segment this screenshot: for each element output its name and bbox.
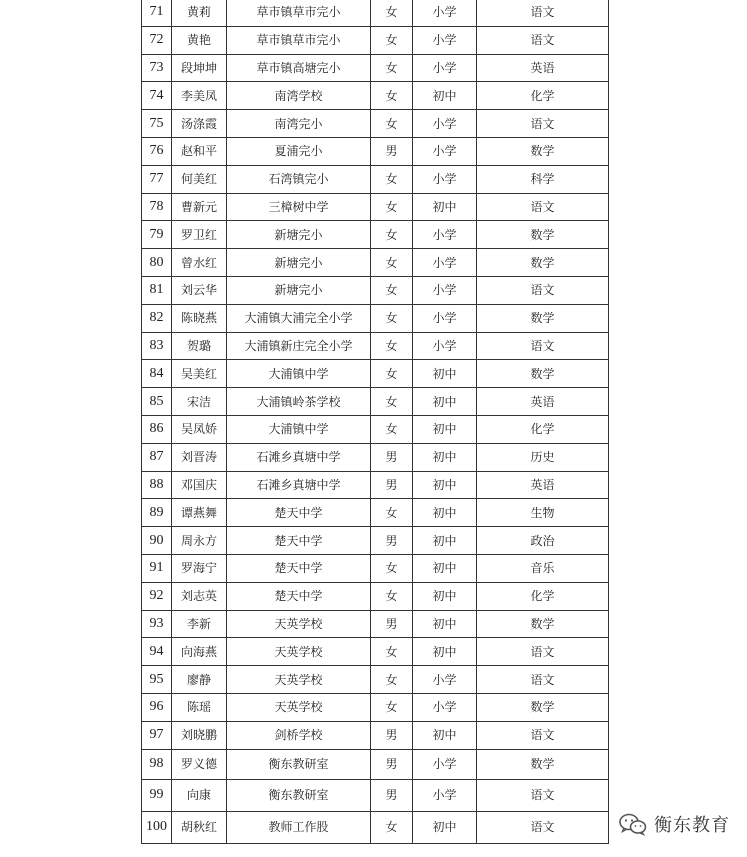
subject-cell: 语文 [477, 110, 609, 138]
school-cell: 大浦镇岭茶学校 [227, 388, 371, 416]
school-cell: 天英学校 [227, 693, 371, 721]
school-level-cell: 小学 [413, 137, 477, 165]
gender-cell: 男 [371, 527, 413, 555]
school-level-cell: 小学 [413, 221, 477, 249]
gender-cell: 女 [371, 0, 413, 26]
school-cell: 草市镇高塘完小 [227, 54, 371, 82]
subject-cell: 数学 [477, 610, 609, 638]
table-row [142, 638, 609, 666]
row-number-cell: 83 [142, 332, 172, 360]
school-cell: 草市镇草市完小 [227, 0, 371, 26]
teacher-name-cell: 刘晓鹏 [172, 721, 227, 749]
row-number-cell: 88 [142, 471, 172, 499]
school-level-cell: 初中 [413, 82, 477, 110]
school-cell: 天英学校 [227, 666, 371, 694]
row-number-cell: 75 [142, 110, 172, 138]
teacher-name-cell: 汤涤霞 [172, 110, 227, 138]
row-number-cell: 97 [142, 721, 172, 749]
gender-cell: 女 [371, 276, 413, 304]
teacher-name-cell: 向康 [172, 779, 227, 811]
row-number-cell: 76 [142, 137, 172, 165]
gender-cell: 男 [371, 137, 413, 165]
teacher-name-cell: 曾水红 [172, 249, 227, 277]
subject-cell: 数学 [477, 304, 609, 332]
row-number-cell: 87 [142, 443, 172, 471]
subject-cell: 语文 [477, 721, 609, 749]
school-level-cell: 初中 [413, 471, 477, 499]
teacher-name-cell: 赵和平 [172, 137, 227, 165]
school-cell: 石湾镇完小 [227, 165, 371, 193]
table-row [142, 554, 609, 582]
subject-cell: 语文 [477, 26, 609, 54]
gender-cell: 女 [371, 332, 413, 360]
school-level-cell: 小学 [413, 165, 477, 193]
row-number-cell: 81 [142, 276, 172, 304]
row-number-cell: 78 [142, 193, 172, 221]
school-cell: 石滩乡真塘中学 [227, 471, 371, 499]
school-level-cell: 小学 [413, 276, 477, 304]
school-cell: 草市镇草市完小 [227, 26, 371, 54]
gender-cell: 女 [371, 221, 413, 249]
gender-cell: 女 [371, 249, 413, 277]
row-number-cell: 85 [142, 388, 172, 416]
school-level-cell: 小学 [413, 779, 477, 811]
subject-cell: 数学 [477, 221, 609, 249]
teacher-name-cell: 罗义德 [172, 749, 227, 779]
school-level-cell: 初中 [413, 554, 477, 582]
gender-cell: 女 [371, 82, 413, 110]
school-cell: 新塘完小 [227, 221, 371, 249]
school-cell: 大浦镇大浦完全小学 [227, 304, 371, 332]
school-cell: 天英学校 [227, 610, 371, 638]
row-number-cell: 93 [142, 610, 172, 638]
teacher-name-cell: 黄莉 [172, 0, 227, 26]
school-level-cell: 初中 [413, 499, 477, 527]
row-number-cell: 89 [142, 499, 172, 527]
school-cell: 衡东教研室 [227, 749, 371, 779]
school-cell: 大浦镇中学 [227, 415, 371, 443]
row-number-cell: 72 [142, 26, 172, 54]
subject-cell: 化学 [477, 582, 609, 610]
row-number-cell: 82 [142, 304, 172, 332]
school-level-cell: 小学 [413, 666, 477, 694]
table-row [142, 443, 609, 471]
row-number-cell: 94 [142, 638, 172, 666]
gender-cell: 女 [371, 666, 413, 694]
table-row [142, 193, 609, 221]
school-cell: 南湾学校 [227, 82, 371, 110]
teacher-name-cell: 吴美红 [172, 360, 227, 388]
table-row [142, 666, 609, 694]
school-cell: 剑桥学校 [227, 721, 371, 749]
subject-cell: 数学 [477, 693, 609, 721]
teacher-name-cell: 罗卫红 [172, 221, 227, 249]
table-row [142, 0, 609, 26]
row-number-cell: 86 [142, 415, 172, 443]
subject-cell: 数学 [477, 137, 609, 165]
gender-cell: 男 [371, 610, 413, 638]
gender-cell: 女 [371, 360, 413, 388]
teacher-name-cell: 吴凤娇 [172, 415, 227, 443]
table-row [142, 165, 609, 193]
table-row [142, 360, 609, 388]
school-level-cell: 小学 [413, 110, 477, 138]
subject-cell: 英语 [477, 471, 609, 499]
table-row [142, 693, 609, 721]
row-number-cell: 99 [142, 779, 172, 811]
row-number-cell: 79 [142, 221, 172, 249]
gender-cell: 男 [371, 471, 413, 499]
school-level-cell: 小学 [413, 332, 477, 360]
table-row [142, 388, 609, 416]
gender-cell: 女 [371, 638, 413, 666]
teacher-roster-table [141, 0, 609, 844]
subject-cell: 语文 [477, 0, 609, 26]
subject-cell: 化学 [477, 415, 609, 443]
subject-cell: 语文 [477, 666, 609, 694]
subject-cell: 化学 [477, 82, 609, 110]
school-level-cell: 初中 [413, 811, 477, 843]
table-row [142, 499, 609, 527]
teacher-name-cell: 宋洁 [172, 388, 227, 416]
subject-cell: 科学 [477, 165, 609, 193]
teacher-name-cell: 刘晋涛 [172, 443, 227, 471]
gender-cell: 女 [371, 388, 413, 416]
school-cell: 楚天中学 [227, 582, 371, 610]
gender-cell: 女 [371, 193, 413, 221]
row-number-cell: 92 [142, 582, 172, 610]
school-cell: 夏浦完小 [227, 137, 371, 165]
school-level-cell: 初中 [413, 638, 477, 666]
watermark [618, 810, 730, 838]
table-row [142, 82, 609, 110]
teacher-name-cell: 段坤坤 [172, 54, 227, 82]
row-number-cell: 77 [142, 165, 172, 193]
subject-cell: 语文 [477, 779, 609, 811]
teacher-name-cell: 邓国庆 [172, 471, 227, 499]
subject-cell: 音乐 [477, 554, 609, 582]
gender-cell: 女 [371, 415, 413, 443]
subject-cell: 英语 [477, 388, 609, 416]
school-level-cell: 小学 [413, 0, 477, 26]
subject-cell: 语文 [477, 638, 609, 666]
school-cell: 衡东教研室 [227, 779, 371, 811]
gender-cell: 女 [371, 26, 413, 54]
teacher-name-cell: 刘云华 [172, 276, 227, 304]
school-level-cell: 小学 [413, 693, 477, 721]
school-level-cell: 小学 [413, 54, 477, 82]
school-cell: 教师工作股 [227, 811, 371, 843]
subject-cell: 生物 [477, 499, 609, 527]
subject-cell: 语文 [477, 276, 609, 304]
teacher-name-cell: 贺璐 [172, 332, 227, 360]
wechat-logo-icon [618, 812, 648, 836]
school-cell: 天英学校 [227, 638, 371, 666]
teacher-name-cell: 谭燕舞 [172, 499, 227, 527]
table-row [142, 811, 609, 843]
school-cell: 楚天中学 [227, 554, 371, 582]
teacher-name-cell: 陈瑶 [172, 693, 227, 721]
row-number-cell: 80 [142, 249, 172, 277]
teacher-name-cell: 黄艳 [172, 26, 227, 54]
subject-cell: 数学 [477, 249, 609, 277]
teacher-name-cell: 陈晓燕 [172, 304, 227, 332]
school-level-cell: 初中 [413, 415, 477, 443]
teacher-name-cell: 李美凤 [172, 82, 227, 110]
school-level-cell: 初中 [413, 527, 477, 555]
school-level-cell: 初中 [413, 443, 477, 471]
school-cell: 新塘完小 [227, 276, 371, 304]
row-number-cell: 84 [142, 360, 172, 388]
school-level-cell: 初中 [413, 193, 477, 221]
gender-cell: 男 [371, 721, 413, 749]
gender-cell: 女 [371, 304, 413, 332]
gender-cell: 男 [371, 443, 413, 471]
teacher-name-cell: 刘志英 [172, 582, 227, 610]
school-level-cell: 初中 [413, 388, 477, 416]
teacher-name-cell: 胡秋红 [172, 811, 227, 843]
table-row [142, 221, 609, 249]
table-row [142, 721, 609, 749]
table-row [142, 249, 609, 277]
gender-cell: 女 [371, 582, 413, 610]
school-cell: 石滩乡真塘中学 [227, 443, 371, 471]
table-row [142, 749, 609, 779]
gender-cell: 女 [371, 110, 413, 138]
teacher-name-cell: 向海燕 [172, 638, 227, 666]
table-row [142, 54, 609, 82]
school-level-cell: 小学 [413, 749, 477, 779]
gender-cell: 女 [371, 811, 413, 843]
gender-cell: 女 [371, 554, 413, 582]
teacher-name-cell: 周永方 [172, 527, 227, 555]
subject-cell: 政治 [477, 527, 609, 555]
table-row [142, 779, 609, 811]
school-level-cell: 小学 [413, 249, 477, 277]
school-level-cell: 初中 [413, 360, 477, 388]
school-cell: 三樟树中学 [227, 193, 371, 221]
teacher-name-cell: 李新 [172, 610, 227, 638]
table-row [142, 137, 609, 165]
school-cell: 大浦镇新庄完全小学 [227, 332, 371, 360]
teacher-name-cell: 罗海宁 [172, 554, 227, 582]
subject-cell: 英语 [477, 54, 609, 82]
subject-cell: 语文 [477, 193, 609, 221]
table-row [142, 276, 609, 304]
table-row [142, 110, 609, 138]
row-number-cell: 90 [142, 527, 172, 555]
table-row [142, 26, 609, 54]
school-cell: 新塘完小 [227, 249, 371, 277]
row-number-cell: 98 [142, 749, 172, 779]
school-level-cell: 初中 [413, 610, 477, 638]
school-level-cell: 初中 [413, 721, 477, 749]
gender-cell: 女 [371, 499, 413, 527]
gender-cell: 男 [371, 779, 413, 811]
watermark-text: 衡东教育 [654, 815, 730, 836]
row-number-cell: 95 [142, 666, 172, 694]
subject-cell: 数学 [477, 360, 609, 388]
subject-cell: 语文 [477, 811, 609, 843]
teacher-name-cell: 曹新元 [172, 193, 227, 221]
row-number-cell: 74 [142, 82, 172, 110]
school-level-cell: 小学 [413, 26, 477, 54]
subject-cell: 历史 [477, 443, 609, 471]
gender-cell: 女 [371, 165, 413, 193]
table-row [142, 527, 609, 555]
teacher-name-cell: 何美红 [172, 165, 227, 193]
school-level-cell: 小学 [413, 304, 477, 332]
teacher-name-cell: 廖静 [172, 666, 227, 694]
school-level-cell: 初中 [413, 582, 477, 610]
row-number-cell: 100 [142, 811, 172, 843]
row-number-cell: 71 [142, 0, 172, 26]
table-row [142, 415, 609, 443]
row-number-cell: 91 [142, 554, 172, 582]
table-row [142, 304, 609, 332]
gender-cell: 男 [371, 749, 413, 779]
subject-cell: 数学 [477, 749, 609, 779]
gender-cell: 女 [371, 693, 413, 721]
school-cell: 大浦镇中学 [227, 360, 371, 388]
school-cell: 楚天中学 [227, 499, 371, 527]
table-row [142, 610, 609, 638]
table-row [142, 332, 609, 360]
table-row [142, 582, 609, 610]
table-row [142, 471, 609, 499]
row-number-cell: 96 [142, 693, 172, 721]
gender-cell: 女 [371, 54, 413, 82]
school-cell: 楚天中学 [227, 527, 371, 555]
subject-cell: 语文 [477, 332, 609, 360]
school-cell: 南湾完小 [227, 110, 371, 138]
roster-body [142, 0, 609, 843]
row-number-cell: 73 [142, 54, 172, 82]
